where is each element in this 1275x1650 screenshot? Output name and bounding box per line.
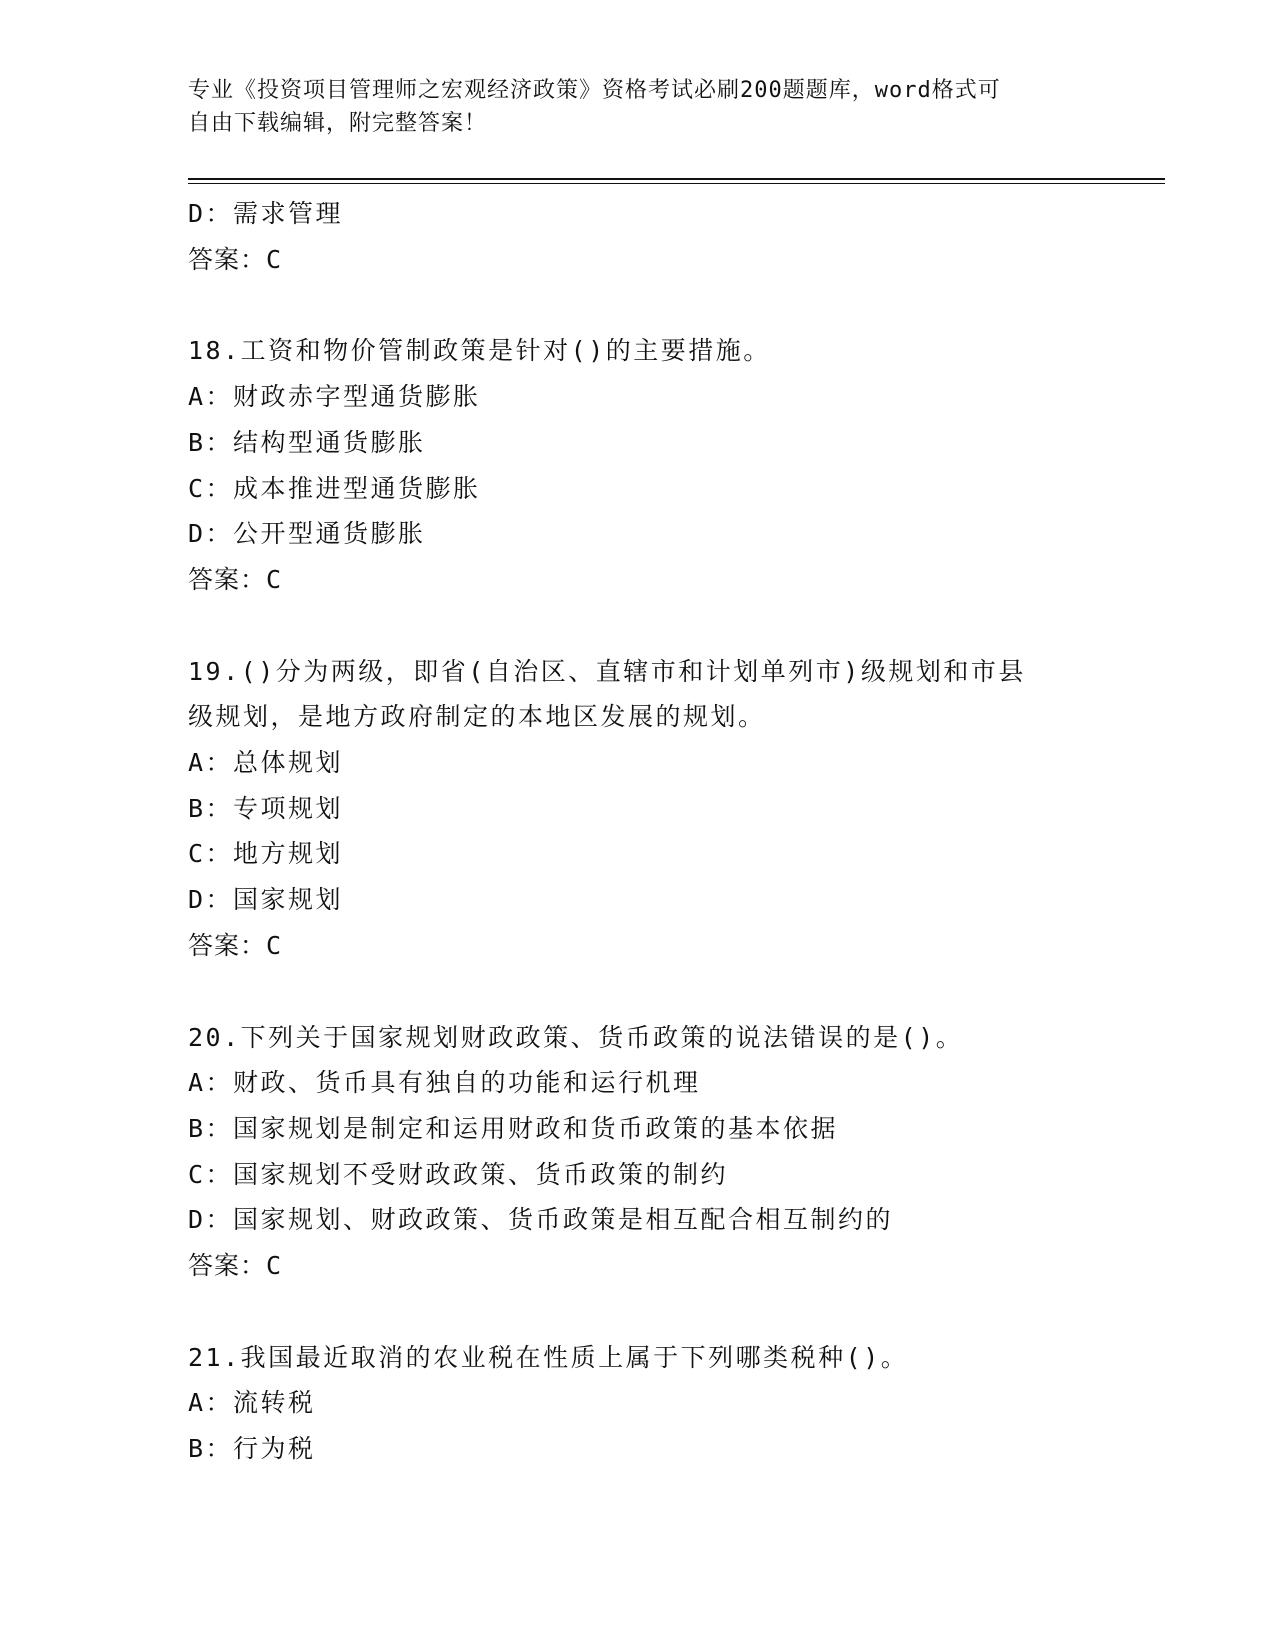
question-stem: 19.()分为两级，即省(自治区、直辖市和计划单列市)级规划和市县级规划，是地方政府制定的本地区发展的规划。 xyxy=(188,656,1026,732)
header-line-2: 自由下载编辑，附完整答案！ xyxy=(188,111,488,136)
question-20 xyxy=(188,1015,1165,1289)
question-18 xyxy=(188,328,1165,602)
answer: 答案：C xyxy=(188,1251,283,1281)
carryover-answer: 答案：C xyxy=(188,244,283,274)
question-21 xyxy=(188,1335,1165,1472)
option-d: D：国家规划、财政政策、货币政策是相互配合相互制约的 xyxy=(188,1205,894,1235)
question-stem: 20.下列关于国家规划财政政策、货币政策的说法错误的是()。 xyxy=(188,1022,964,1052)
spacer xyxy=(188,282,1165,328)
header-divider-thin xyxy=(188,183,1165,184)
question-stem: 21.我国最近取消的农业税在性质上属于下列哪类税种()。 xyxy=(188,1342,909,1372)
header-divider-thick xyxy=(188,178,1165,180)
option-b: B：专项规划 xyxy=(188,793,344,823)
answer: 答案：C xyxy=(188,564,283,594)
spacer xyxy=(188,603,1165,649)
option-a: A：总体规划 xyxy=(188,748,344,778)
question-list xyxy=(188,191,1165,1472)
option-c: C：成本推进型通货膨胀 xyxy=(188,473,481,503)
option-a: A：财政、货币具有独自的功能和运行机理 xyxy=(188,1068,701,1098)
option-b: B：国家规划是制定和运用财政和货币政策的基本依据 xyxy=(188,1113,839,1143)
answer: 答案：C xyxy=(188,930,283,960)
carryover-option-d: D：需求管理 xyxy=(188,199,344,228)
option-d: D：国家规划 xyxy=(188,885,344,915)
option-d: D：公开型通货膨胀 xyxy=(188,519,426,549)
document-header xyxy=(188,74,1088,140)
option-a: A：流转税 xyxy=(188,1388,316,1418)
option-b: B：结构型通货膨胀 xyxy=(188,427,426,457)
option-c: C：地方规划 xyxy=(188,839,344,869)
spacer xyxy=(188,969,1165,1015)
option-b: B：行为税 xyxy=(188,1434,316,1464)
option-c: C：国家规划不受财政政策、货币政策的制约 xyxy=(188,1159,729,1189)
header-line-1: 专业《投资项目管理师之宏观经济政策》资格考试必刷200题题库，word格式可 xyxy=(188,78,1001,103)
question-stem: 18.工资和物价管制政策是针对()的主要措施。 xyxy=(188,336,771,366)
spacer xyxy=(188,1289,1165,1335)
question-19 xyxy=(188,649,1165,969)
option-a: A：财政赤字型通货膨胀 xyxy=(188,382,481,412)
